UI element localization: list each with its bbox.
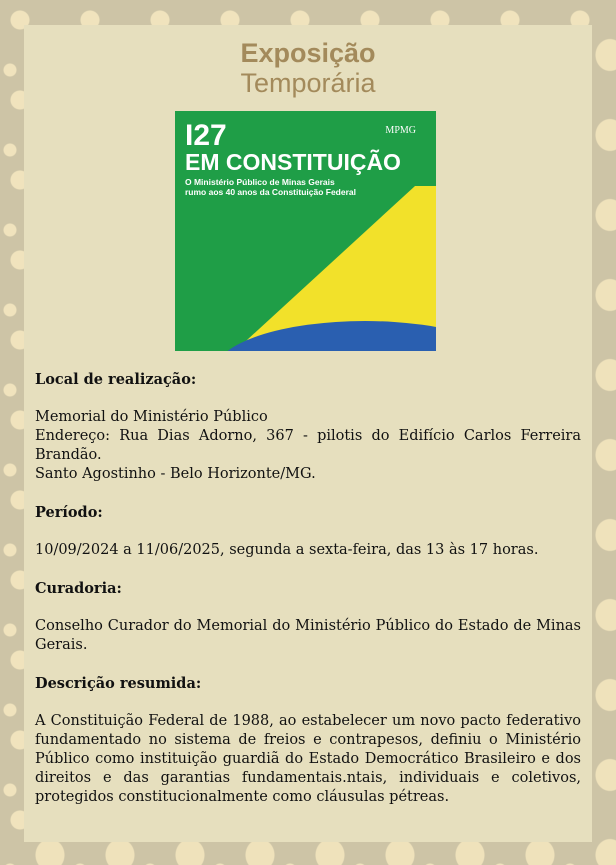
title-line-2: Temporária (240, 68, 376, 98)
exhibition-details (35, 370, 581, 826)
curadoria-text: Conselho Curador do Memorial do Ministério Público do Estado de Minas Gerais. (35, 618, 581, 653)
local-city: Santo Agostinho - Belo Horizonte/MG. (35, 466, 316, 482)
descricao-heading: Descrição resumida: (35, 675, 202, 692)
periodo-heading: Período: (35, 504, 103, 521)
local-address: Endereço: Rua Dias Adorno, 367 - pilotis do Edifício Carlos Ferreira Brandão. (35, 428, 581, 463)
poster-subtitle-1: O Ministério Público de Minas Gerais (185, 177, 335, 187)
title-line-1: Exposição (240, 38, 376, 68)
local-name: Memorial do Ministério Público (35, 409, 268, 425)
local-heading: Local de realização: (35, 371, 197, 388)
page-title (24, 38, 592, 98)
periodo-text: 10/09/2024 a 11/06/2025, segunda a sexta-feira, das 13 às 17 horas. (35, 542, 539, 558)
poster-subtitle-2: rumo aos 40 anos da Constituição Federal (185, 187, 356, 197)
local-text (35, 408, 581, 484)
curadoria-heading: Curadoria: (35, 580, 122, 597)
poster-subtitle (185, 177, 356, 197)
content-panel (24, 25, 592, 842)
poster-headline: EM CONSTITUIÇÃO (185, 149, 401, 175)
mpmg-logo: MPMG (385, 125, 416, 136)
poster-number: I27 (185, 119, 227, 152)
exhibition-poster (175, 111, 436, 351)
descricao-text: A Constituição Federal de 1988, ao estabelecer um novo pacto federativo fundamentado no sistema de freios e contrapesos, definiu o Ministério Público como instituição guardiã do Estado Democrático Brasileiro e dos direitos e das garantias fundamentais.ntais, individuais e coletivos, protegidos constitucionalmente como cláusulas pétreas. (35, 713, 581, 805)
